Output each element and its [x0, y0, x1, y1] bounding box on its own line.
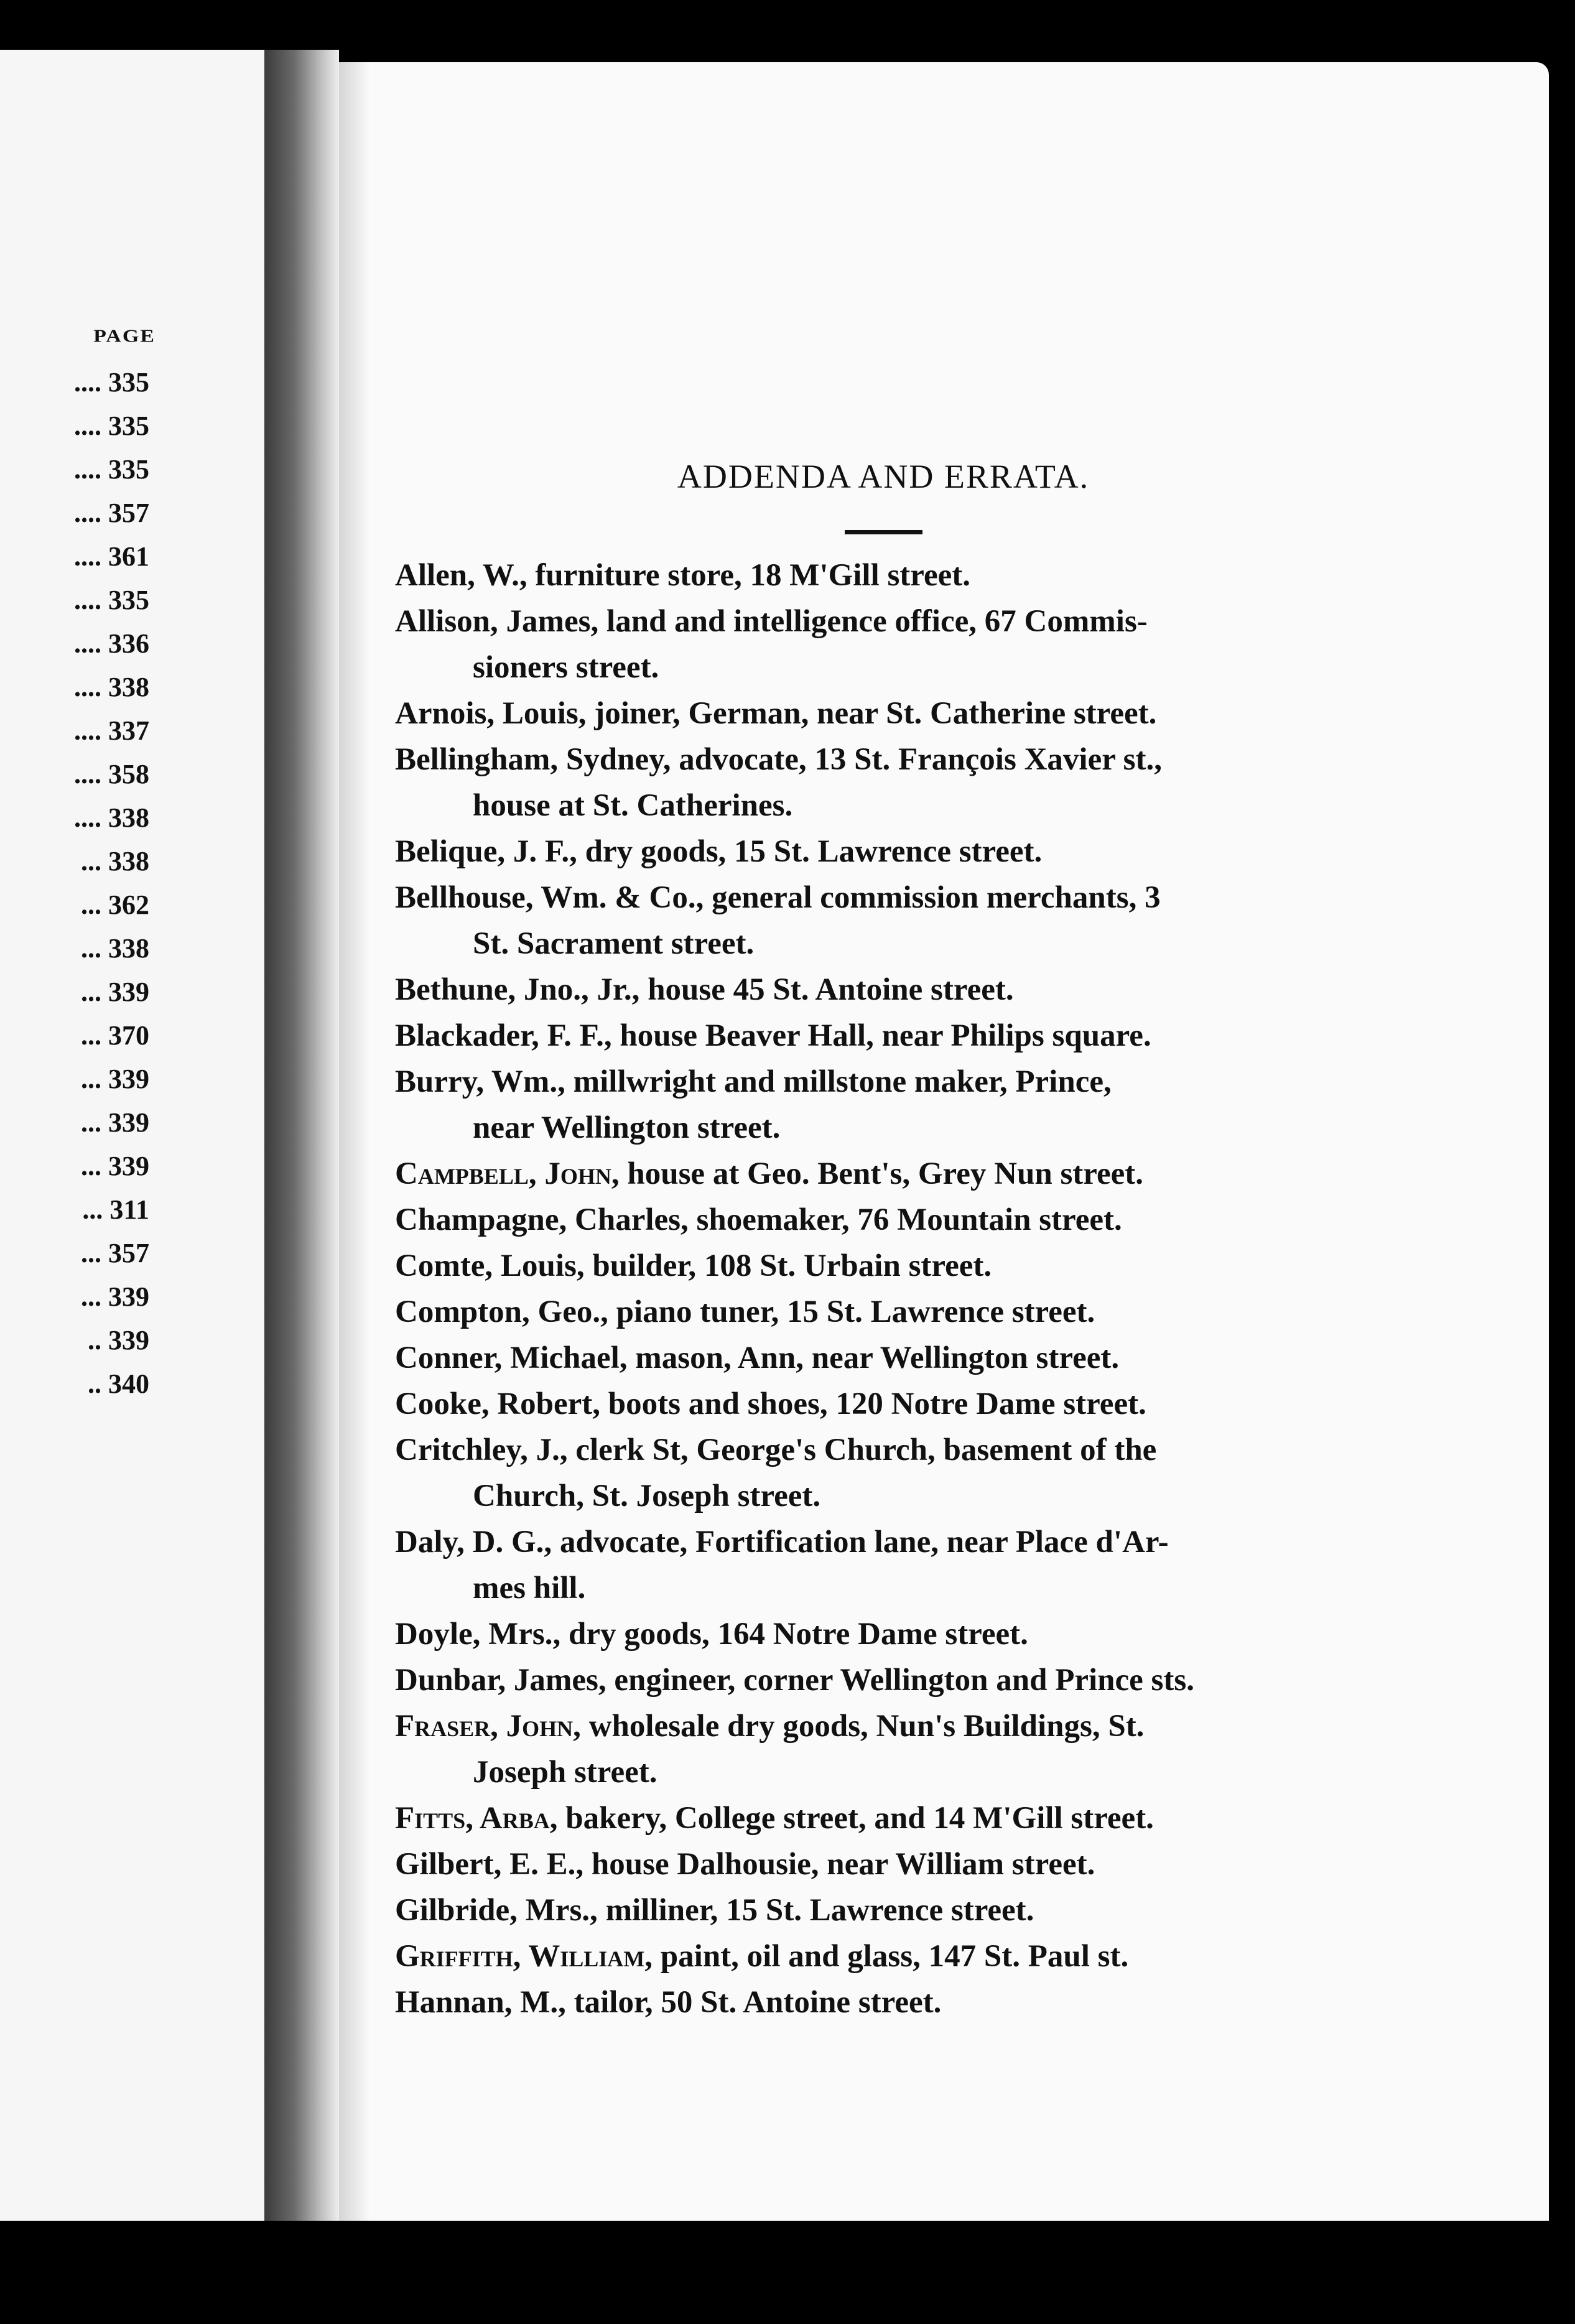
page-number-row: .... 335	[74, 367, 149, 397]
directory-entry	[395, 1795, 1365, 1841]
directory-entry	[395, 1059, 1365, 1151]
directory-entry	[395, 1703, 1365, 1795]
directory-entry	[395, 1611, 1365, 1657]
entry-details: piano tuner, 15 St. Lawrence street.	[616, 1294, 1095, 1329]
page-number-row: ... 357	[81, 1238, 149, 1268]
entry-continuation: mes hill.	[473, 1571, 586, 1606]
entry-details: milliner, 15 St. Lawrence street.	[605, 1893, 1034, 1928]
entry-name: Allen, W.,	[395, 558, 527, 593]
page-number-row: ... 339	[81, 1064, 149, 1094]
entry-details: bakery, College street, and 14 M'Gill street.	[565, 1801, 1154, 1836]
entry-name: Comte, Louis,	[395, 1248, 585, 1283]
entry-details: house Dalhousie, near William street.	[591, 1847, 1095, 1882]
page-number-row: .... 336	[74, 628, 149, 659]
entry-name: Campbell, John,	[395, 1156, 620, 1191]
page-number-row: ... 339	[81, 977, 149, 1007]
directory-entry	[395, 737, 1365, 829]
entry-name: Hannan, M.,	[395, 1985, 566, 2020]
page-number-row: ... 339	[81, 1281, 149, 1312]
directory-entry	[395, 1289, 1365, 1335]
directory-entry	[395, 1243, 1365, 1289]
entry-continuation: Church, St. Joseph street.	[473, 1479, 821, 1513]
entry-details: furniture store, 18 M'Gill street.	[535, 558, 971, 593]
page-heading: ADDENDA AND ERRATA.	[677, 458, 1090, 495]
directory-entry	[395, 1519, 1365, 1611]
heading-rule	[845, 530, 922, 534]
entry-details: shoemaker, 76 Mountain street.	[696, 1202, 1122, 1237]
directory-entry	[395, 1381, 1365, 1427]
page-number-row: .... 338	[74, 802, 149, 833]
entry-details: millwright and millstone maker, Prince,	[573, 1064, 1112, 1099]
page-number-row: .. 339	[88, 1325, 149, 1355]
page-number-row: ... 362	[81, 890, 149, 920]
page-number-row: ... 370	[81, 1020, 149, 1051]
page-number-row: .... 335	[74, 585, 149, 615]
entry-name: Critchley, J.,	[395, 1433, 568, 1467]
directory-entry	[395, 1427, 1365, 1519]
directory-entry	[395, 1335, 1365, 1381]
directory-entry	[395, 598, 1365, 690]
entry-details: joiner, German, near St. Catherine street.	[594, 696, 1157, 731]
entry-name: Griffith, William,	[395, 1939, 653, 1974]
directory-entry	[395, 1933, 1365, 1979]
entry-continuation: St. Sacrament street.	[473, 926, 755, 961]
entry-details: land and intelligence office, 67 Commis-	[606, 604, 1148, 639]
entry-continuation: sioners street.	[473, 650, 659, 685]
page-number-row: ... 339	[81, 1151, 149, 1181]
entry-details: wholesale dry goods, Nun's Buildings, St.	[588, 1709, 1145, 1744]
page-number-row: .... 358	[74, 759, 149, 789]
entry-details: boots and shoes, 120 Notre Dame street.	[608, 1387, 1146, 1421]
directory-entry	[395, 967, 1365, 1013]
entry-name: Bellhouse, Wm. & Co.,	[395, 880, 704, 915]
entry-details: advocate, Fortification lane, near Place d'Ar-	[559, 1525, 1169, 1559]
entry-details: dry goods, 164 Notre Dame street.	[569, 1617, 1028, 1652]
entry-details: builder, 108 St. Urbain street.	[592, 1248, 992, 1283]
entry-name: Daly, D. G.,	[395, 1525, 552, 1559]
entry-details: tailor, 50 St. Antoine street.	[574, 1985, 942, 2020]
entry-name: Conner, Michael,	[395, 1341, 628, 1375]
entry-name: Burry, Wm.,	[395, 1064, 565, 1099]
directory-entry	[395, 1013, 1365, 1059]
directory-entry	[395, 1979, 1365, 2025]
page-number-row: .... 337	[74, 715, 149, 746]
entry-continuation: Joseph street.	[473, 1755, 657, 1790]
page-number-list	[0, 361, 149, 1406]
entry-name: Gilbride, Mrs.,	[395, 1893, 598, 1928]
page-number-row: .... 338	[74, 672, 149, 702]
directory-entries	[395, 552, 1365, 2025]
directory-entry	[395, 875, 1365, 967]
page-number-row: .... 361	[74, 541, 149, 572]
entry-name: Bellingham, Sydney,	[395, 742, 671, 777]
entry-name: Blackader, F. F.,	[395, 1018, 612, 1053]
entry-name: Allison, James,	[395, 604, 599, 639]
entry-continuation: near Wellington street.	[473, 1110, 781, 1145]
directory-entry	[395, 552, 1365, 598]
entry-name: Compton, Geo.,	[395, 1294, 608, 1329]
page-number-row: ... 338	[81, 933, 149, 964]
entry-name: Belique, J. F.,	[395, 834, 577, 869]
entry-name: Bethune, Jno., Jr.,	[395, 972, 640, 1007]
entry-name: Gilbert, E. E.,	[395, 1847, 584, 1882]
entry-details: advocate, 13 St. François Xavier st.,	[679, 742, 1163, 777]
page-edge-shadow	[339, 62, 370, 2221]
entry-details: mason, Ann, near Wellington street.	[635, 1341, 1120, 1375]
page-number-row: .... 357	[74, 498, 149, 528]
entry-details: paint, oil and glass, 147 St. Paul st.	[660, 1939, 1129, 1974]
entry-details: house 45 St. Antoine street.	[648, 972, 1014, 1007]
entry-name: Arnois, Louis,	[395, 696, 587, 731]
page-number-row: ... 338	[81, 846, 149, 876]
page-number-row: .... 335	[74, 454, 149, 485]
directory-entry	[395, 1887, 1365, 1933]
entry-name: Fitts, Arba,	[395, 1801, 558, 1836]
entry-details: house at Geo. Bent's, Grey Nun street.	[627, 1156, 1144, 1191]
entry-name: Cooke, Robert,	[395, 1387, 601, 1421]
entry-details: engineer, corner Wellington and Prince sts.	[614, 1663, 1194, 1698]
directory-entry	[395, 1657, 1365, 1703]
page-number-row: .. 340	[88, 1369, 149, 1399]
entry-details: dry goods, 15 St. Lawrence street.	[585, 834, 1043, 869]
directory-entry	[395, 690, 1365, 737]
entry-details: house Beaver Hall, near Philips square.	[620, 1018, 1151, 1053]
entry-name: Dunbar, James,	[395, 1663, 606, 1698]
directory-entry	[395, 1841, 1365, 1887]
directory-entry	[395, 1151, 1365, 1197]
entry-name: Fraser, John,	[395, 1709, 581, 1744]
page-number-row: ... 311	[82, 1194, 149, 1225]
entry-name: Champagne, Charles,	[395, 1202, 689, 1237]
page-number-row: .... 335	[74, 411, 149, 441]
directory-entry	[395, 1197, 1365, 1243]
page-number-row: ... 339	[81, 1107, 149, 1138]
directory-entry	[395, 829, 1365, 875]
book-gutter	[264, 50, 339, 2221]
entry-details: general commission merchants, 3	[712, 880, 1161, 915]
entry-continuation: house at St. Catherines.	[473, 788, 793, 823]
entry-name: Doyle, Mrs.,	[395, 1617, 561, 1652]
page-column-header: PAGE	[93, 326, 156, 346]
entry-details: clerk St, George's Church, basement of the	[575, 1433, 1157, 1467]
